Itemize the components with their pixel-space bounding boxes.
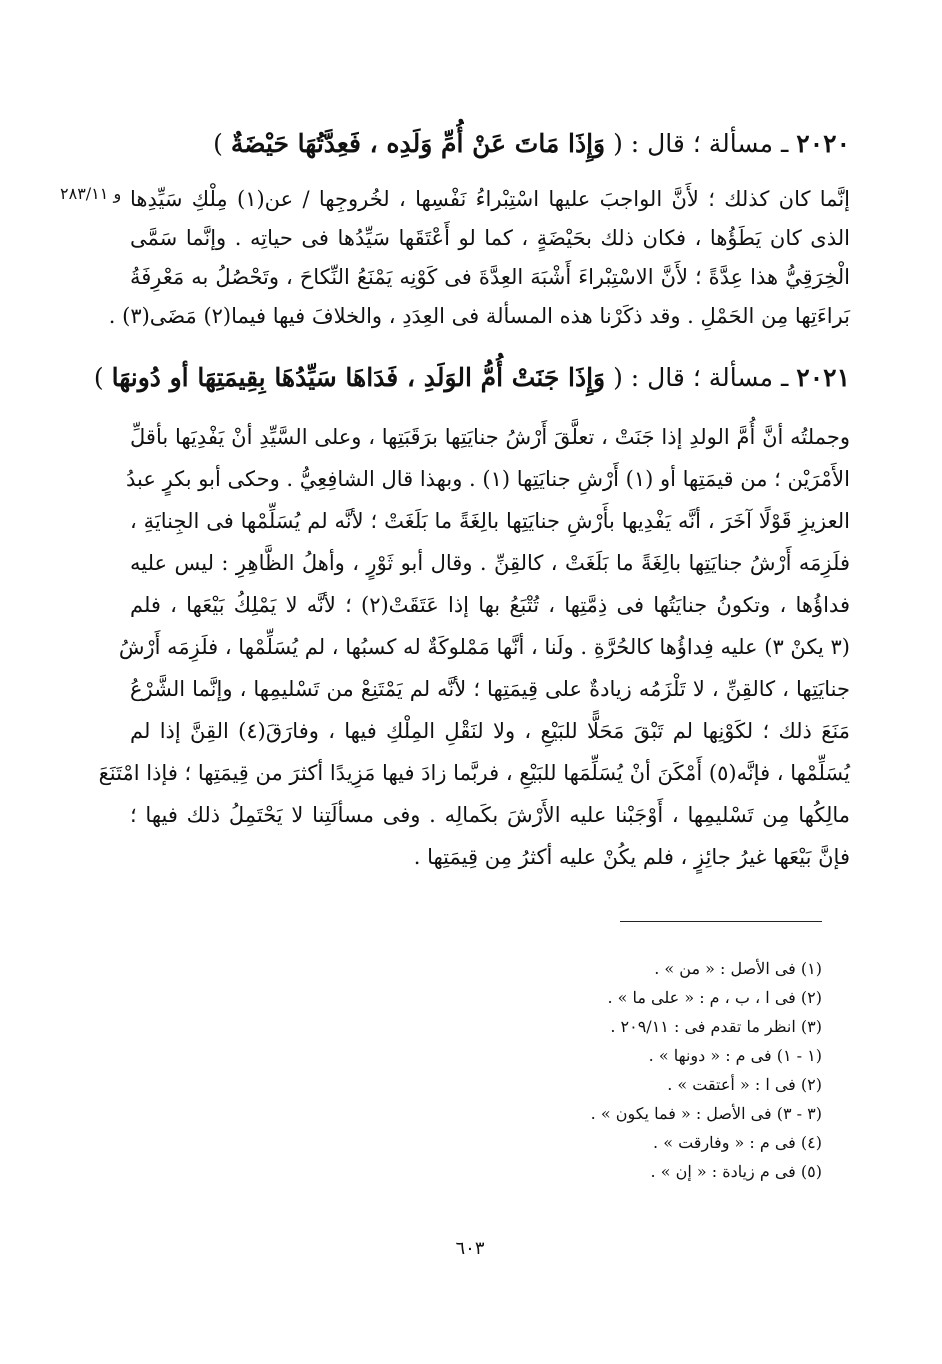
para2-line-11: فإنَّ بَيْعَها غيرُ جائِزٍ ، فلم يكُنْ عليه أكثرُ مِن قِيمَتِها . — [413, 845, 850, 869]
footnote: (٢) فى ا ، ب ، م : « على ما » . — [607, 988, 822, 1007]
para2-line-2: الأَمْرَيْن ؛ من قيمَتِها أو (١) أَرْشِ جنايَتِها (١) . وبهذا قال الشافِعِيُّ . وحكى أبو بكرٍ عبدُ — [126, 467, 850, 491]
para1-line-1: إنَّما كان كذلك ؛ لأَنَّ الواجبَ عليها اسْتِبْراءُ نَفْسِها ، لخُروجِها / عن(١) مِلْكِ سَيِّدِها — [130, 187, 851, 211]
footnote-divider — [620, 921, 822, 922]
para2-line-7: جنايَتِها ، كالقِنِّ ، لا تَلْزَمُه زيادةٌ على قِيمَتِها ؛ لأنَّه لم يَمْتَنِعْ من تَسْليمِها ، وإنَّما الشَّرْعُ — [130, 677, 850, 701]
para2-line-8: مَنَعَ ذلك ؛ لكَوْنِها لم تَبْقَ مَحَلًّا للبَيْعِ ، ولا لنَقْلِ المِلْكِ فيها ، وفارَقَ(٤) القِنَّ إذا لم — [130, 719, 850, 743]
para2-line-5: فداؤُها ، وتكونُ جنايَتُها فى ذِمَّتِها ، تُتْبَعُ بها إذا عَتَقَتْ(٢) ؛ لأنَّه لا يَمْلِكُ بَيْعَها ، فلم — [130, 593, 850, 617]
para1-line-4: بَراءَتِها مِن الحَمْلِ . وقد ذكَرْنا هذه المسألة فى العِدَدِ ، والخلافَ فيها فيما(٢) مَضَى(٣) . — [108, 304, 850, 328]
issue-suffix: ) — [93, 363, 104, 392]
margin-reference: و ٢٨٣/١١ — [60, 184, 122, 203]
issue-suffix: ) — [213, 129, 223, 158]
para2-line-1: وجملتُه أنَّ أُمَّ الولدِ إذا جَنَتْ ، تعلَّقَ أَرْشُ جنايَتِها برَقَبَتِها ، وعلى السَّيِّدِ أنْ يَفْدِيَها بأقلِّ — [130, 425, 850, 449]
issue-number: ٢٠٢١ — [796, 363, 850, 392]
page-number: ٦٠٣ — [455, 1238, 485, 1259]
footnote: (٥) فى م زيادة : « إن » . — [650, 1162, 822, 1181]
para2-line-6: (٣ يكنْ ٣) عليه فِداؤُها كالحُرَّةِ . ولَنا ، أنَّها مَمْلوكَةٌ له كسبُها ، لم يُسَلِّمْها ، فلَزِمَه أَرْشُ — [118, 635, 850, 659]
issue-heading-2021 — [93, 358, 850, 398]
issue-number: ٢٠٢٠ — [796, 129, 850, 158]
footnote: (٣ - ٣) فى الأصل : « فما يكون » . — [590, 1104, 822, 1123]
para1-line-3: الْخِرَقِيُّ هذا عِدَّةً ؛ لأَنَّ الاسْتِبْراءَ أَشْبَهَ العِدَّةَ فى كَوْنِه يَمْنَعُ النِّكاحَ ، وتَحْصُلُ به مَعْرِفَةُ — [130, 265, 850, 289]
issue-quote: وَإِذَا مَاتَ عَنْ أُمِّ وَلَدِه ، فَعِدَّتُهَا حَيْضَةٌ — [230, 129, 606, 158]
issue-prefix: ـ مسألة ؛ قال : ( — [613, 129, 789, 158]
footnote: (٤) فى م : « وفارقت » . — [653, 1133, 822, 1152]
footnote: (٣) انظر ما تقدم فى : ٢٠٩/١١ . — [610, 1017, 822, 1036]
footnote: (٢) فى ا : « أعتقت » . — [667, 1075, 822, 1094]
para2-line-10: مالِكُها مِن تَسْليمِها ، أَوْجَبْنا عليه الأَرْشَ بكَمالِه . وفى مسألَتِنا لا يَحْتَمِلُ ذلك فيها ؛ — [130, 803, 850, 827]
para2-line-4: فلَزِمَه أَرْشُ جنايَتِها بالِغَةً ما بَلَغَتْ ، كالقِنِّ . وقال أبو ثَوْرٍ ، وأهلُ الظَّاهِرِ : ليس عليه — [130, 551, 850, 575]
footnote: (١) فى الأصل : « من » . — [654, 959, 822, 978]
footnote: (١ - ١) فى م : « دونها » . — [648, 1046, 822, 1065]
issue-prefix: ـ مسألة ؛ قال : ( — [613, 363, 789, 392]
issue-quote: وَإِذَا جَنَتْ أُمُّ الوَلَدِ ، فَدَاهَا سَيِّدُهَا بِقِيمَتِهَا أو دُونهَا — [111, 363, 606, 392]
para2-line-3: العزيزِ قَوْلًا آخَرَ ، أنَّه يَفْدِيها بأَرْشِ جنايَتِها بالِغَةً ما بَلَغَتْ ؛ لأنَّه لم يُسَلِّمْها فى الجِنايَةِ ، — [130, 509, 850, 533]
para2-line-9: يُسَلِّمْها ، فإنَّه(٥) أَمْكَنَ أنْ يُسَلِّمَها للبَيْعِ ، فربَّما زادَ فيها مَزِيدًا أكثرَ من قِيمَتِها ؛ فإذا امْتَنَعَ — [98, 761, 850, 785]
para1-line-2: الذى كان يَطَؤُها ، فكان ذلك بحَيْضَةٍ ، كما لو أَعْتَقَها سَيِّدُها فى حياتِه . وإنَّما سَمَّى — [130, 226, 850, 250]
issue-heading-2020 — [130, 124, 850, 164]
